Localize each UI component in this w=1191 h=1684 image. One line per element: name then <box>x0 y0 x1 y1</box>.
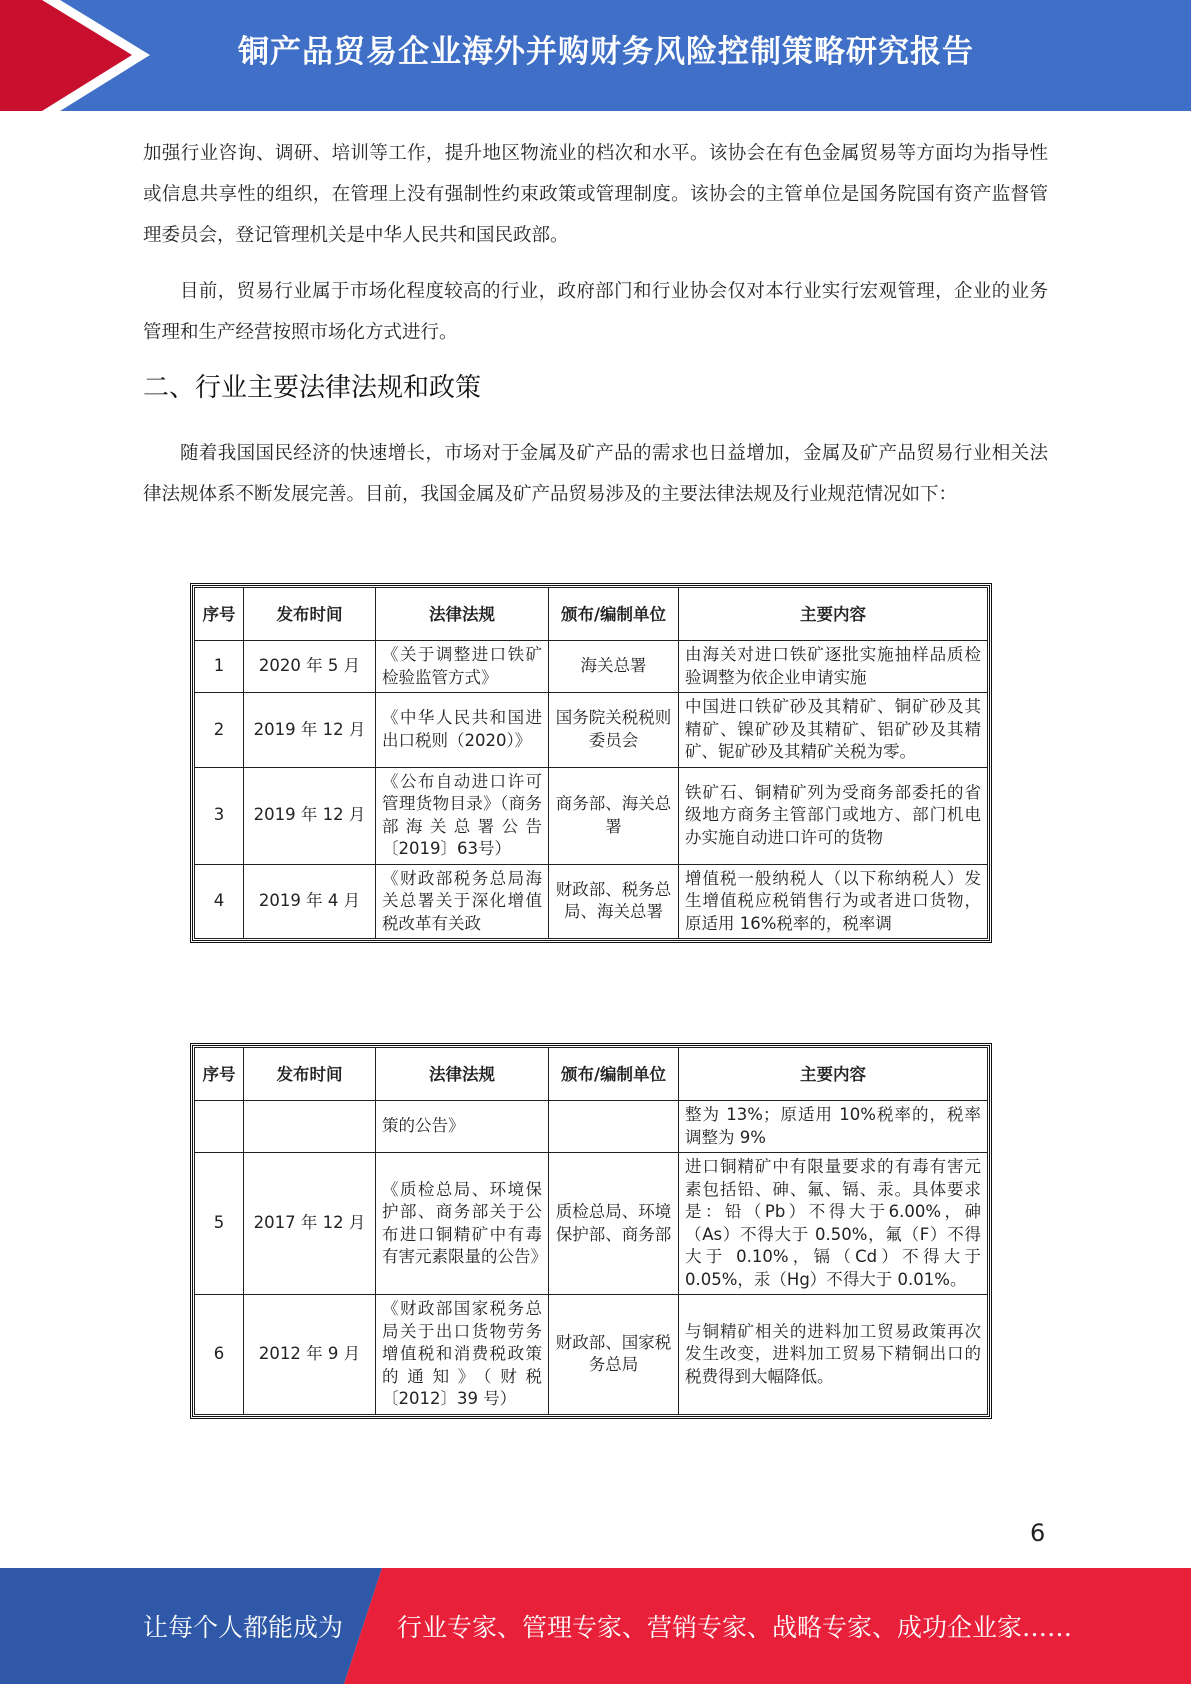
row-num: 5 <box>195 1153 244 1295</box>
row-num: 1 <box>195 641 244 693</box>
row-law: 策的公告》 <box>376 1101 549 1153</box>
header-date: 发布时间 <box>244 588 376 641</box>
row-num: 4 <box>195 864 244 939</box>
row-content: 增值税一般纳税人（以下称纳税人）发生增值税应税销售行为或者进口货物，原适用 16%税率的，税率调 <box>679 864 988 939</box>
row-law: 《财政部国家税务总局关于出口货物劳务增值税和消费税政策的通知》（财税〔2012〕39 号） <box>376 1295 549 1415</box>
table-row <box>195 864 988 939</box>
row-date: 2020 年 5 月 <box>244 641 376 693</box>
header-law: 法律法规 <box>376 1048 549 1101</box>
paragraph-association: 加强行业咨询、调研、培训等工作，提升地区物流业的档次和水平。该协会在有色金属贸易等方面均为指导性或信息共享性的组织，在管理上没有强制性约束政策或管理制度。该协会的主管单位是国务院国有资产监督管理委员会，登记管理机关是中华人民共和国民政部。 <box>143 143 1048 246</box>
header-law: 法律法规 <box>376 588 549 641</box>
paragraph-market: 目前，贸易行业属于市场化程度较高的行业，政府部门和行业协会仅对本行业实行宏观管理，企业的业务管理和生产经营按照市场化方式进行。 <box>143 281 1048 343</box>
row-date: 2012 年 9 月 <box>244 1295 376 1415</box>
row-content: 由海关对进口铁矿逐批实施抽样品质检验调整为依企业申请实施 <box>679 641 988 693</box>
row-law: 《财政部税务总局海关总署关于深化增值税改革有关政 <box>376 864 549 939</box>
section-heading: 二、行业主要法律法规和政策 <box>143 373 482 403</box>
law-table-1 <box>190 583 992 943</box>
table-header-row <box>195 1048 988 1101</box>
table-row <box>195 1153 988 1295</box>
row-date: 2019 年 12 月 <box>244 767 376 864</box>
row-content: 中国进口铁矿砂及其精矿、铜矿砂及其精矿、镍矿砂及其精矿、铝矿砂及其精矿、铌矿砂及其精矿关税为零。 <box>679 693 988 768</box>
row-content: 进口铜精矿中有限量要求的有毒有害元素包括铅、砷、氟、镉、汞。具体要求是：铅（Pb）不得大于6.00%，砷（As）不得大于 0.50%，氟（F）不得大于 0.10%，镉（Cd）不得大于 0.05%，汞（Hg）不得大于 0.01%。 <box>679 1153 988 1295</box>
header-num: 序号 <box>195 588 244 641</box>
row-org <box>549 1101 679 1153</box>
row-org: 国务院关税税则委员会 <box>549 693 679 768</box>
header-date: 发布时间 <box>244 1048 376 1101</box>
row-content: 与铜精矿相关的进料加工贸易政策再次发生改变，进料加工贸易下精铜出口的税费得到大幅降低。 <box>679 1295 988 1415</box>
row-date: 2017 年 12 月 <box>244 1153 376 1295</box>
row-org: 质检总局、环境保护部、商务部 <box>549 1153 679 1295</box>
row-law: 《质检总局、环境保护部、商务部关于公布进口铜精矿中有毒有害元素限量的公告》 <box>376 1153 549 1295</box>
law-table-2 <box>190 1043 992 1419</box>
header-content: 主要内容 <box>679 588 988 641</box>
row-org: 财政部、税务总局、海关总署 <box>549 864 679 939</box>
row-org: 海关总署 <box>549 641 679 693</box>
header-org: 颁布/编制单位 <box>549 588 679 641</box>
page-footer <box>0 1568 1191 1684</box>
table-row <box>195 1101 988 1153</box>
row-content: 铁矿石、铜精矿列为受商务部委托的省级地方商务主管部门或地方、部门机电办实施自动进口许可的货物 <box>679 767 988 864</box>
header-num: 序号 <box>195 1048 244 1101</box>
row-date: 2019 年 12 月 <box>244 693 376 768</box>
row-num: 6 <box>195 1295 244 1415</box>
row-num: 3 <box>195 767 244 864</box>
table-row <box>195 1295 988 1415</box>
row-org: 商务部、海关总署 <box>549 767 679 864</box>
row-date <box>244 1101 376 1153</box>
page-number: 6 <box>1030 1519 1046 1547</box>
table-row <box>195 767 988 864</box>
row-law: 《关于调整进口铁矿检验监管方式》 <box>376 641 549 693</box>
header-arrow-decoration <box>0 0 200 111</box>
header-content: 主要内容 <box>679 1048 988 1101</box>
report-title: 铜产品贸易企业海外并购财务风险控制策略研究报告 <box>238 34 974 70</box>
row-num: 2 <box>195 693 244 768</box>
table-row <box>195 641 988 693</box>
page-header <box>0 0 1191 111</box>
footer-slogan-left: 让每个人都能成为 <box>143 1613 344 1642</box>
table-row <box>195 693 988 768</box>
row-law: 《中华人民共和国进出口税则（2020）》 <box>376 693 549 768</box>
footer-slogan-right: 行业专家、管理专家、营销专家、战略专家、成功企业家…… <box>397 1613 1073 1642</box>
row-num <box>195 1101 244 1153</box>
header-org: 颁布/编制单位 <box>549 1048 679 1101</box>
table-header-row <box>195 588 988 641</box>
paragraph-laws-intro: 随着我国国民经济的快速增长，市场对于金属及矿产品的需求也日益增加，金属及矿产品贸易行业相关法律法规体系不断发展完善。目前，我国金属及矿产品贸易涉及的主要法律法规及行业规范情况如下： <box>143 443 1048 505</box>
row-content: 整为 13%；原适用 10%税率的，税率调整为 9% <box>679 1101 988 1153</box>
row-date: 2019 年 4 月 <box>244 864 376 939</box>
row-law: 《公布自动进口许可管理货物目录》（商务部海关总署公告〔2019〕63号） <box>376 767 549 864</box>
row-org: 财政部、国家税务总局 <box>549 1295 679 1415</box>
